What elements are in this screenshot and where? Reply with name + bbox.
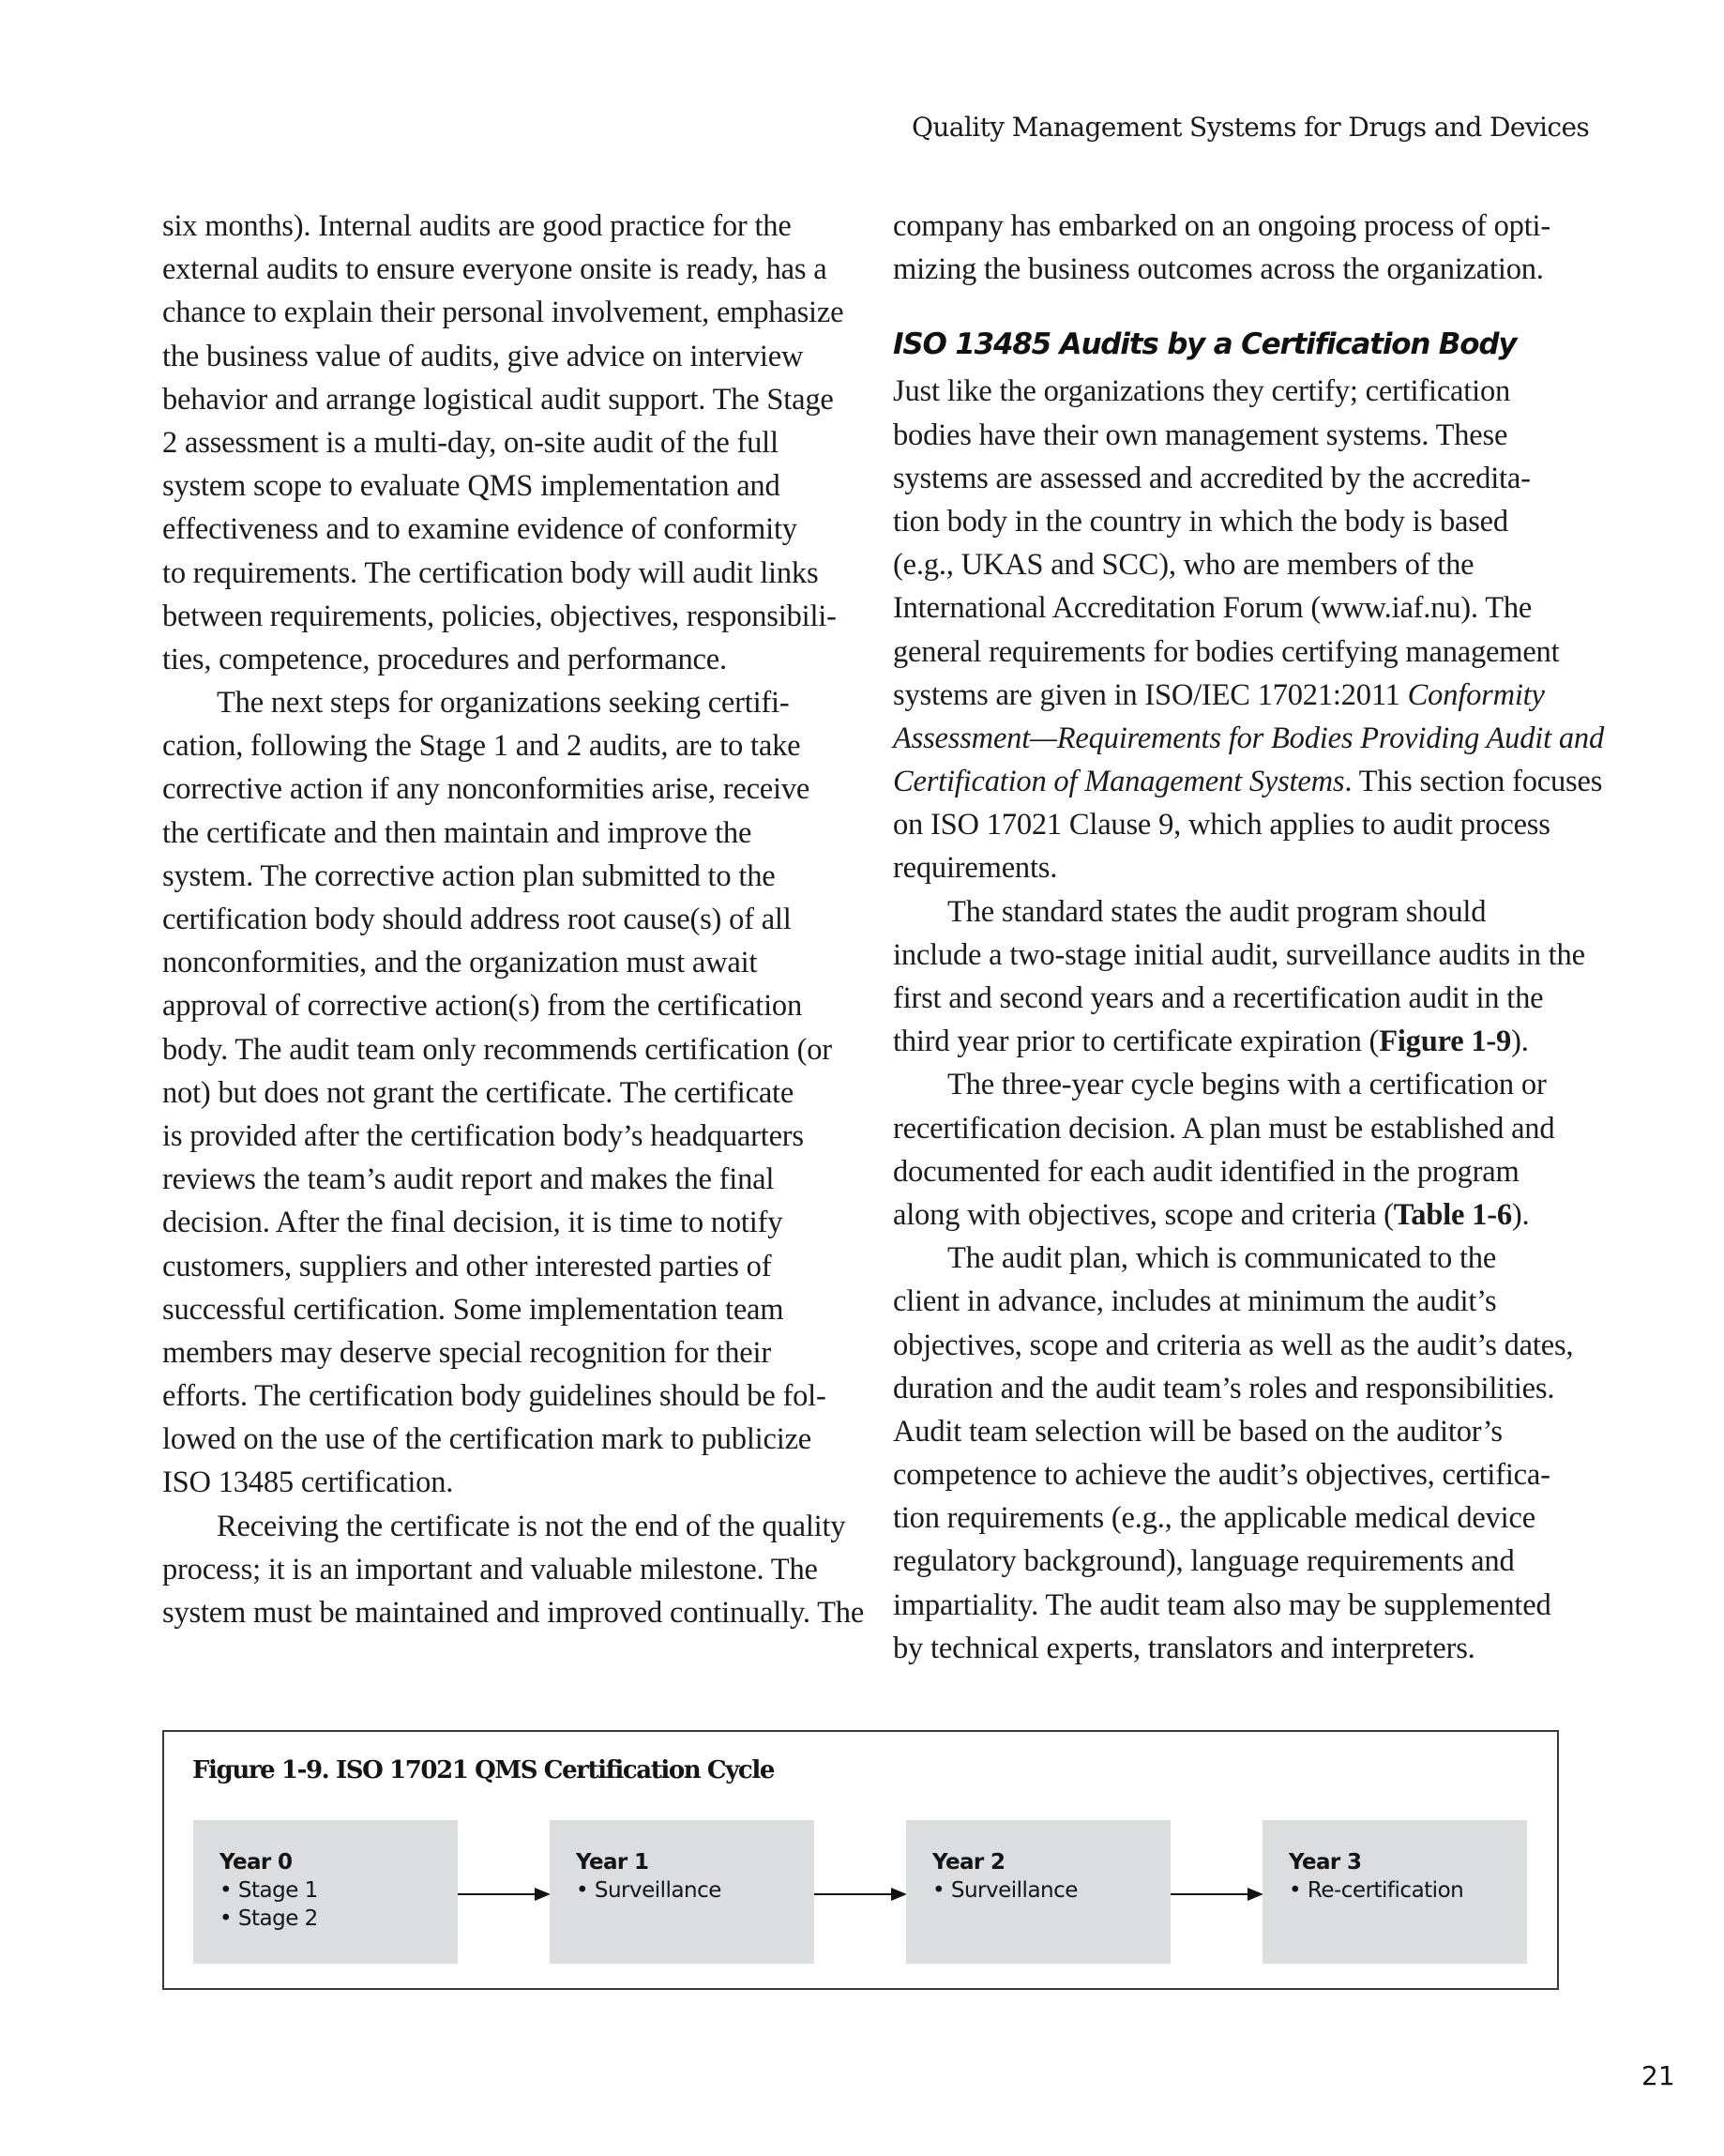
text-line: system must be maintained and improved continually. The (162, 1596, 865, 1630)
text-line: company has embarked on an ongoing process of opti- (893, 209, 1551, 243)
text-line: requirements. (893, 851, 1058, 886)
text-line: International Accreditation Forum (www.iaf.nu). The (893, 591, 1533, 626)
text-line: between requirements, policies, objectives, responsibili- (162, 599, 837, 633)
paragraph-start-line: The standard states the audit program should (947, 894, 1487, 929)
text-line: documented for each audit identified in the program (893, 1154, 1520, 1189)
right-column (893, 205, 1604, 1670)
text-line: approval of corrective action(s) from the certification (162, 989, 803, 1024)
text-line: ISO 13485 certification. (162, 1465, 454, 1500)
plain-text: systems are given in ISO/IEC 17021:2011 (893, 677, 1408, 712)
text-line: customers, suppliers and other interested parties of (162, 1249, 772, 1283)
text-line: regulatory background), language requirements and (893, 1544, 1515, 1579)
text-line: systems are assessed and accredited by the accredita- (893, 461, 1531, 495)
text-line: objectives, scope and criteria as well as the audit’s dates, (893, 1328, 1574, 1362)
stage-item: • Re-certification (1289, 1878, 1464, 1903)
stage-box-year-1 (550, 1820, 814, 1964)
stage-year-label: Year 1 (576, 1850, 649, 1875)
text-line: mizing the business outcomes across the organization. (893, 252, 1544, 287)
text-line: by technical experts, translators and interpreters. (893, 1631, 1475, 1665)
text-line (893, 1020, 1587, 1063)
standard-title-italic: Conformity (1407, 677, 1545, 712)
text-line: ties, competence, procedures and performance. (162, 642, 727, 676)
text-line: body. The audit team only recommends certification (or (162, 1032, 832, 1067)
text-line: corrective action if any nonconformities arise, receive (162, 772, 810, 807)
text-line: reviews the team’s audit report and makes the final (162, 1162, 775, 1197)
stage-item: • Surveillance (576, 1878, 721, 1903)
text-line: Audit team selection will be based on the auditor’s (893, 1414, 1503, 1449)
text-line: on ISO 17021 Clause 9, which applies to audit process (893, 808, 1550, 843)
text-line: tion requirements (e.g., the applicable medical device (893, 1501, 1535, 1536)
text-line: client in advance, includes at minimum the audit’s (893, 1284, 1497, 1319)
text-line: nonconformities, and the organization must await (162, 946, 758, 980)
text-line: the business value of audits, give advice on interview (162, 339, 804, 373)
text-line: efforts. The certification body guidelines should be fol- (162, 1379, 826, 1414)
text-line: competence to achieve the audit’s objectives, certifica- (893, 1458, 1550, 1493)
plain-text: . This section focuses (1344, 765, 1603, 799)
right-arrow-icon (1171, 1885, 1264, 1904)
text-line: members may deserve special recognition for their (162, 1335, 771, 1370)
text-line: successful certification. Some implementation team (162, 1292, 784, 1327)
text-line: process; it is an important and valuable milestone. The (162, 1552, 818, 1587)
text-line: 2 assessment is a multi-day, on-site audit of the full (162, 425, 779, 460)
stage-item: • Surveillance (932, 1878, 1078, 1903)
text-line: is provided after the certification body’s headquarters (162, 1118, 804, 1153)
standard-title-italic: Certification of Management Systems (893, 765, 1345, 799)
text-line: recertification decision. A plan must be established and (893, 1111, 1555, 1146)
text-line (893, 760, 1603, 803)
paragraph-start-line: The three-year cycle begins with a certification or (947, 1068, 1547, 1102)
stage-box-year-2 (906, 1820, 1171, 1964)
stage-item: • Stage 2 (219, 1906, 318, 1931)
text-line: system. The corrective action plan submitted to the (162, 858, 776, 893)
running-header: Quality Management Systems for Drugs and Devices (912, 112, 1590, 143)
text-line: cation, following the Stage 1 and 2 audits, are to take (162, 729, 801, 764)
plain-text: along with objectives, scope and criteria ( (893, 1197, 1394, 1232)
text-line (893, 1193, 1587, 1237)
text-line: impartiality. The audit team also may be supplemented (893, 1587, 1551, 1622)
text-line: system scope to evaluate QMS implementation and (162, 469, 780, 504)
text-line: external audits to ensure everyone onsite is ready, has a (162, 252, 827, 287)
text-line: Just like the organizations they certify; certification (893, 374, 1511, 409)
figure-certification-cycle (162, 1730, 1559, 1990)
text-line: bodies have their own management systems. These (893, 418, 1508, 452)
text-line: lowed on the use of the certification mark to publicize (162, 1422, 812, 1457)
text-line: not) but does not grant the certificate. The certificate (162, 1075, 794, 1110)
stage-box-year-3 (1263, 1820, 1527, 1964)
plain-text: ). (1511, 1025, 1529, 1059)
text-line: chance to explain their personal involvement, emphasize (162, 296, 844, 330)
text-line: include a two-stage initial audit, surveillance audits in the (893, 937, 1585, 972)
text-line: certification body should address root cause(s) of all (162, 903, 792, 936)
figure-title: Figure 1-9. ISO 17021 QMS Certification Cycle (192, 1756, 774, 1784)
table-reference[interactable]: Table 1-6 (1393, 1197, 1512, 1232)
paragraph-start-line: Receiving the certificate is not the end of the quality (217, 1509, 846, 1543)
stage-year-label: Year 0 (219, 1850, 293, 1875)
right-arrow-icon (458, 1885, 552, 1904)
stage-box-year-0 (193, 1820, 458, 1964)
text-line: six months). Internal audits are good practice for the (162, 209, 792, 243)
stage-item: • Stage 1 (219, 1878, 318, 1903)
text-line: (e.g., UKAS and SCC), who are members of the (893, 548, 1474, 583)
left-column (162, 205, 865, 1634)
section-heading: ISO 13485 Audits by a Certification Body (893, 327, 1517, 362)
text-line: first and second years and a recertification audit in the (893, 981, 1544, 1015)
text-line: to requirements. The certification body will audit links (162, 555, 819, 590)
paragraph-start-line: The audit plan, which is communicated to the (947, 1241, 1497, 1276)
text-line: duration and the audit team’s roles and responsibilities. (893, 1371, 1555, 1405)
right-arrow-icon (814, 1885, 908, 1904)
stage-year-label: Year 3 (1289, 1850, 1362, 1875)
spacer (893, 291, 1587, 323)
standard-title-italic: Assessment—Requirements for Bodies Providing Audit and (893, 721, 1604, 755)
text-line: general requirements for bodies certifying management (893, 634, 1560, 669)
stage-year-label: Year 2 (932, 1850, 1006, 1875)
figure-reference[interactable]: Figure 1-9 (1379, 1025, 1512, 1059)
text-line: effectiveness and to examine evidence of conformity (162, 512, 797, 547)
page-number: 21 (1641, 2060, 1675, 2091)
paragraph-start-line: The next steps for organizations seeking certifi- (217, 686, 790, 721)
text-line (893, 674, 1587, 717)
text-line: the certificate and then maintain and improve the (162, 815, 752, 850)
plain-text: third year prior to certificate expiration ( (893, 1025, 1380, 1059)
text-line: behavior and arrange logistical audit support. The Stage (162, 382, 834, 417)
text-line: tion body in the country in which the body is based (893, 504, 1508, 539)
text-line: decision. After the final decision, it is time to notify (162, 1206, 783, 1240)
plain-text: ). (1511, 1197, 1530, 1232)
